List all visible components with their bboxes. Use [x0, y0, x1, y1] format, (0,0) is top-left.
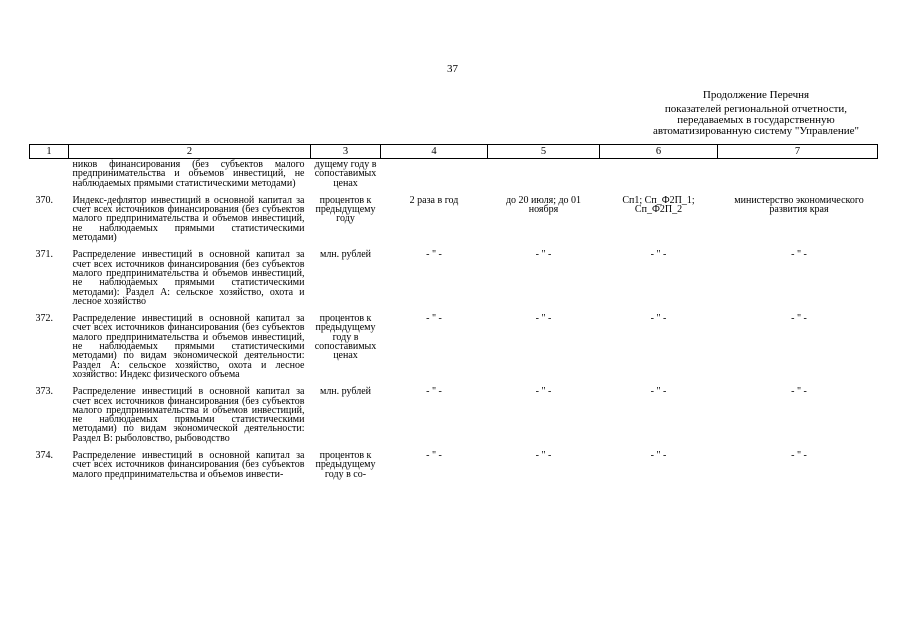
indicator-name: Распределение инвестиций в основной капитал за счет всех источников финансирования (без субъектов малого предпринимательства и объемов инвестиций, не наблюдаемых прямыми статистическими методами) по видам экономической деятельности: Раздел А: сельское хозяйство, охота и лесное хозяйство: Индекс физического объема	[72, 313, 305, 380]
periodicity: - " -	[426, 313, 442, 325]
unit-of-measure: дущему году в сопоставимых ценах	[314, 159, 377, 189]
unit-of-measure: процентов к предыдущему году	[315, 194, 376, 225]
responsible-body	[718, 159, 878, 196]
header-row	[30, 145, 878, 159]
deadline: - " -	[535, 249, 552, 261]
indicators-table	[29, 144, 878, 487]
deadline: - " -	[535, 313, 552, 325]
caption-line-1: Продолжение Перечня	[702, 89, 810, 101]
column-header: 5	[488, 145, 600, 159]
report-form: Сп1; Сп_Ф2П_1; Сп_Ф2П_2	[622, 194, 695, 216]
indicator-name: ников финансирования (без субъектов малого предпринимательства и объемов инвестиций, не наблюдаемых прямыми статистическими методами)	[72, 159, 305, 189]
row-number: 371.	[35, 249, 53, 261]
column-header: 1	[30, 145, 69, 159]
column-header: 3	[311, 145, 381, 159]
row-number: 373.	[35, 386, 53, 398]
row-number: 370.	[35, 194, 53, 206]
periodicity: - " -	[426, 386, 442, 398]
responsible-body: - " -	[791, 386, 807, 398]
deadline: - " -	[535, 450, 552, 462]
table-row	[30, 451, 878, 487]
report-form: - " -	[650, 313, 667, 325]
deadline: до 20 июля; до 01 ноября	[505, 194, 582, 216]
unit-of-measure: млн. рублей	[319, 249, 372, 261]
column-header: 2	[69, 145, 311, 159]
periodicity	[381, 159, 488, 196]
report-form: - " -	[650, 450, 667, 462]
periodicity: 2 раза в год	[409, 194, 459, 206]
table-row	[30, 250, 878, 314]
table-row	[30, 314, 878, 387]
periodicity: - " -	[426, 450, 442, 462]
responsible-body: министерство экономического развития края	[734, 194, 864, 216]
column-header: 7	[718, 145, 878, 159]
indicator-name: Распределение инвестиций в основной капитал за счет всех источников финансирования (без субъектов малого предпринимательства и объемов инвестиций, не наблюдаемых прямыми статистическими методами) по видам экономической деятельности: Раздел В: рыболовство, рыбоводство	[72, 386, 305, 444]
unit-of-measure: процентов к предыдущему году в сопоставимых ценах	[314, 313, 377, 362]
indicator-name: Распределение инвестиций в основной капитал за счет всех источников финансирования (без субъектов малого предпринимательства и объемов инвестиций, не наблюдаемых прямыми статистическими методами): Раздел А: сельское хозяйство, охота и лесное хозяйство	[72, 249, 305, 307]
responsible-body: - " -	[791, 313, 807, 325]
indicator-name: Индекс-дефлятор инвестиций в основной капитал за счет всех источников финансирования (без субъектов малого предпринимательства и объемов инвестиций, не наблюдаемых прямыми статистическими методами)	[72, 194, 305, 244]
indicator-name: Распределение инвестиций в основной капитал за счет всех источников финансирования (без субъектов малого предпринимательства и объемов инвести-	[72, 450, 305, 480]
table-row	[30, 196, 878, 250]
periodicity: - " -	[426, 249, 442, 261]
report-form: - " -	[650, 249, 667, 261]
column-header: 6	[600, 145, 718, 159]
row-number	[30, 159, 69, 196]
table-caption	[610, 90, 902, 137]
table-row	[30, 387, 878, 451]
caption-line-3: передаваемых в государственную	[677, 114, 835, 126]
responsible-body: - " -	[791, 450, 807, 462]
unit-of-measure: млн. рублей	[319, 386, 372, 398]
report-form	[600, 159, 718, 196]
responsible-body: - " -	[791, 249, 807, 261]
row-number: 372.	[35, 313, 53, 325]
caption-line-2: показателей региональной отчетности,	[664, 103, 848, 115]
deadline	[488, 159, 600, 196]
page-number: 37	[447, 63, 458, 75]
deadline: - " -	[535, 386, 552, 398]
report-form: - " -	[650, 386, 667, 398]
column-header: 4	[381, 145, 488, 159]
row-number: 374.	[35, 450, 53, 462]
caption-line-4: автоматизированную систему "Управление"	[652, 125, 860, 137]
table-row	[30, 159, 878, 196]
unit-of-measure: процентов к предыдущему году в со-	[315, 450, 376, 480]
